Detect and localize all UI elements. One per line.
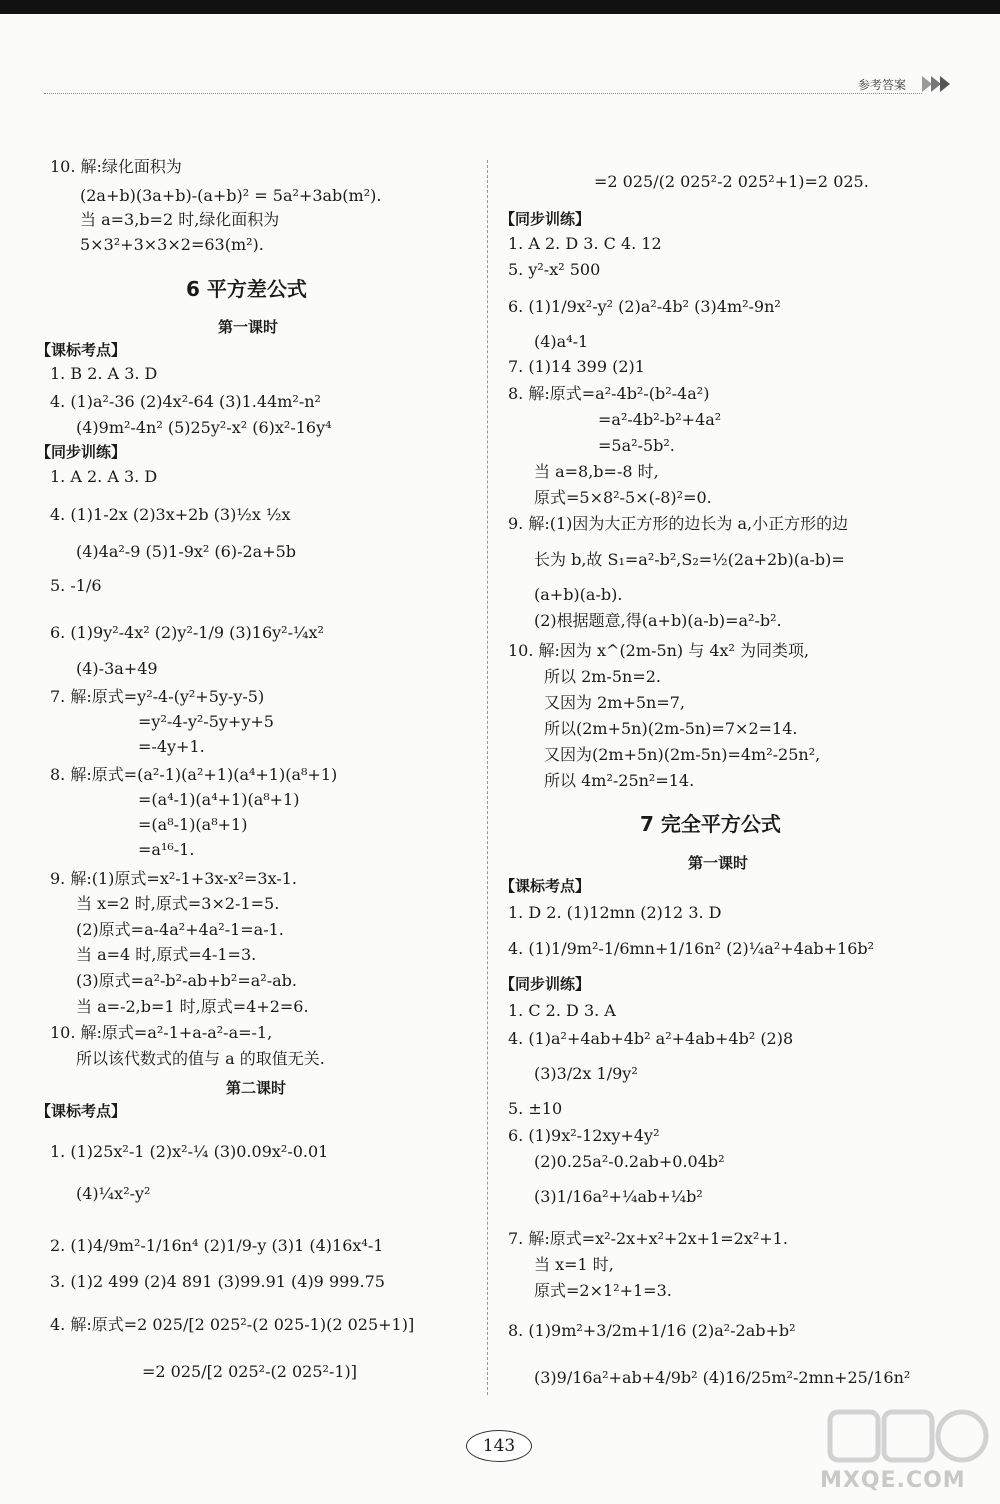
lesson-title: 第一课时 [688,854,749,872]
answer-line: =(a⁸-1)(a⁸+1) [138,815,248,834]
page-number: 143 [466,1430,532,1462]
answer-line: 4. (1)1-2x (2)3x+2b (3)½x ½x [50,505,291,524]
answer-line: 当 a=8,b=-8 时, [534,462,659,481]
answer-line: 1. B 2. A 3. D [50,364,158,383]
answer-line: 4. (1)a²+4ab+4b² a²+4ab+4b² (2)8 [508,1029,794,1048]
answer-line: 原式=5×8²-5×(-8)²=0. [534,488,712,507]
answer-line: 当 x=1 时, [534,1255,614,1274]
answer-line: 又因为 2m+5n=7, [544,693,686,712]
answer-line: 4. 解:原式=2 025/[2 025²-(2 025-1)(2 025+1)] [50,1315,415,1334]
answer-line: 原式=2×1²+1=3. [534,1281,672,1300]
answer-line: (4)-3a+49 [76,659,158,678]
answer-line: =y²-4-y²-5y+y+5 [138,712,274,731]
lesson-title: 第一课时 [218,318,279,336]
top-border [0,0,1000,14]
answer-line: 6. (1)9y²-4x² (2)y²-1/9 (3)16y²-¼x² [50,623,324,642]
answer-line: (3)9/16a²+ab+4/9b² (4)16/25m²-2mn+25/16n² [534,1368,911,1387]
answer-line: 7. 解:原式=x²-2x+x²+2x+1=2x²+1. [508,1229,788,1248]
section-title: 6 平方差公式 [186,277,307,301]
answer-line: 所以 2m-5n=2. [544,667,662,686]
answer-line: (4)a⁴-1 [534,332,589,351]
chevron-right-icon [922,74,952,94]
answer-line: (2)根据题意,得(a+b)(a-b)=a²-b². [534,611,782,630]
answer-line: =(a⁴-1)(a⁴+1)(a⁸+1) [138,790,300,809]
answer-line: (2)原式=a-4a²+4a²-1=a-1. [76,920,284,939]
answer-line: 1. D 2. (1)12mn (2)12 3. D [508,903,722,922]
answer-line: (4)9m²-4n² (5)25y²-x² (6)x²-16y⁴ [76,418,332,437]
answer-line: 长为 b,故 S₁=a²-b²,S₂=½(2a+2b)(a-b)= [534,550,845,569]
answer-line: 6. (1)9x²-12xy+4y² [508,1126,660,1145]
answer-line: (3)1/16a²+¼ab+¼b² [534,1187,703,1206]
answer-line: 4. (1)1/9m²-1/6mn+1/16n² (2)¼a²+4ab+16b² [508,939,875,958]
section-tag: 【课标考点】 [36,341,127,359]
answer-line: 1. C 2. D 3. A [508,1001,616,1020]
answer-line: 10. 解:原式=a²-1+a-a²-a=-1, [50,1023,273,1042]
answer-line: 当 x=2 时,原式=3×2-1=5. [76,894,280,913]
answer-line: (2)0.25a²-0.2ab+0.04b² [534,1152,725,1171]
answer-line: 1. A 2. D 3. C 4. 12 [508,234,662,253]
answer-line: 所以该代数式的值与 a 的取值无关. [76,1049,325,1068]
answer-line: 所以(2m+5n)(2m-5n)=7×2=14. [544,719,798,738]
answer-line: 5. ±10 [508,1099,563,1118]
answer-line: 5. -1/6 [50,576,102,595]
answer-line: 5×3²+3×3×2=63(m²). [80,235,264,254]
header-rule [44,93,922,94]
answer-line: 1. (1)25x²-1 (2)x²-¼ (3)0.09x²-0.01 [50,1142,329,1161]
answer-line: (3)3/2x 1/9y² [534,1064,638,1083]
answer-line: 2. (1)4/9m²-1/16n⁴ (2)1/9-y (3)1 (4)16x⁴-1 [50,1236,384,1255]
section-title: 7 完全平方公式 [640,812,781,836]
answer-line: 5. y²-x² 500 [508,260,601,279]
answer-line: (2a+b)(3a+b)-(a+b)² = 5a²+3ab(m²). [80,186,382,205]
answer-line: =a²-4b²-b²+4a² [598,410,722,429]
answer-line: 又因为(2m+5n)(2m-5n)=4m²-25n², [544,745,821,764]
answer-line: (3)原式=a²-b²-ab+b²=a²-ab. [76,971,297,990]
answer-line: 9. 解:(1)原式=x²-1+3x-x²=3x-1. [50,869,298,888]
section-tag: 【同步训练】 [500,210,591,228]
answer-line: 当 a=-2,b=1 时,原式=4+2=6. [76,997,309,1016]
answer-line: (4)4a²-9 (5)1-9x² (6)-2a+5b [76,542,297,561]
section-tag: 【同步训练】 [36,443,127,461]
answer-line: 所以 4m²-25n²=14. [544,771,695,790]
answer-line: 3. (1)2 499 (2)4 891 (3)99.91 (4)9 999.75 [50,1272,385,1291]
answer-line: =-4y+1. [138,737,205,756]
watermark-url: MXQE.COM [820,1468,966,1493]
section-tag: 【课标考点】 [500,877,591,895]
answer-line: 当 a=3,b=2 时,绿化面积为 [80,210,280,229]
answer-line: =5a²-5b². [598,436,675,455]
answer-line: =a¹⁶-1. [138,840,195,859]
header-label: 参考答案 [858,78,907,92]
section-tag: 【课标考点】 [36,1102,127,1120]
answer-line: 4. (1)a²-36 (2)4x²-64 (3)1.44m²-n² [50,392,321,411]
answer-line: 7. (1)14 399 (2)1 [508,357,645,376]
answer-line: =2 025/(2 025²-2 025²+1)=2 025. [594,172,869,191]
answer-line: 当 a=4 时,原式=4-1=3. [76,945,257,964]
answer-line: 8. 解:原式=a²-4b²-(b²-4a²) [508,384,710,403]
answer-line: 7. 解:原式=y²-4-(y²+5y-y-5) [50,687,265,706]
answer-line: 9. 解:(1)因为大正方形的边长为 a,小正方形的边 [508,514,849,533]
column-divider [487,160,488,1395]
answer-line: (a+b)(a-b). [534,585,623,604]
section-tag: 【同步训练】 [500,975,591,993]
answer-line: 6. (1)1/9x²-y² (2)a²-4b² (3)4m²-9n² [508,297,781,316]
answer-line: 8. 解:原式=(a²-1)(a²+1)(a⁴+1)(a⁸+1) [50,765,338,784]
answer-line: (4)¼x²-y² [76,1184,151,1203]
answer-line: 8. (1)9m²+3/2m+1/16 (2)a²-2ab+b² [508,1321,796,1340]
answer-line: 10. 解:绿化面积为 [50,157,182,176]
answer-line: 10. 解:因为 x^(2m-5n) 与 4x² 为同类项, [508,641,810,660]
answer-line: =2 025/[2 025²-(2 025²-1)] [142,1362,357,1381]
lesson-title: 第二课时 [226,1079,287,1097]
answer-line: 1. A 2. A 3. D [50,467,158,486]
